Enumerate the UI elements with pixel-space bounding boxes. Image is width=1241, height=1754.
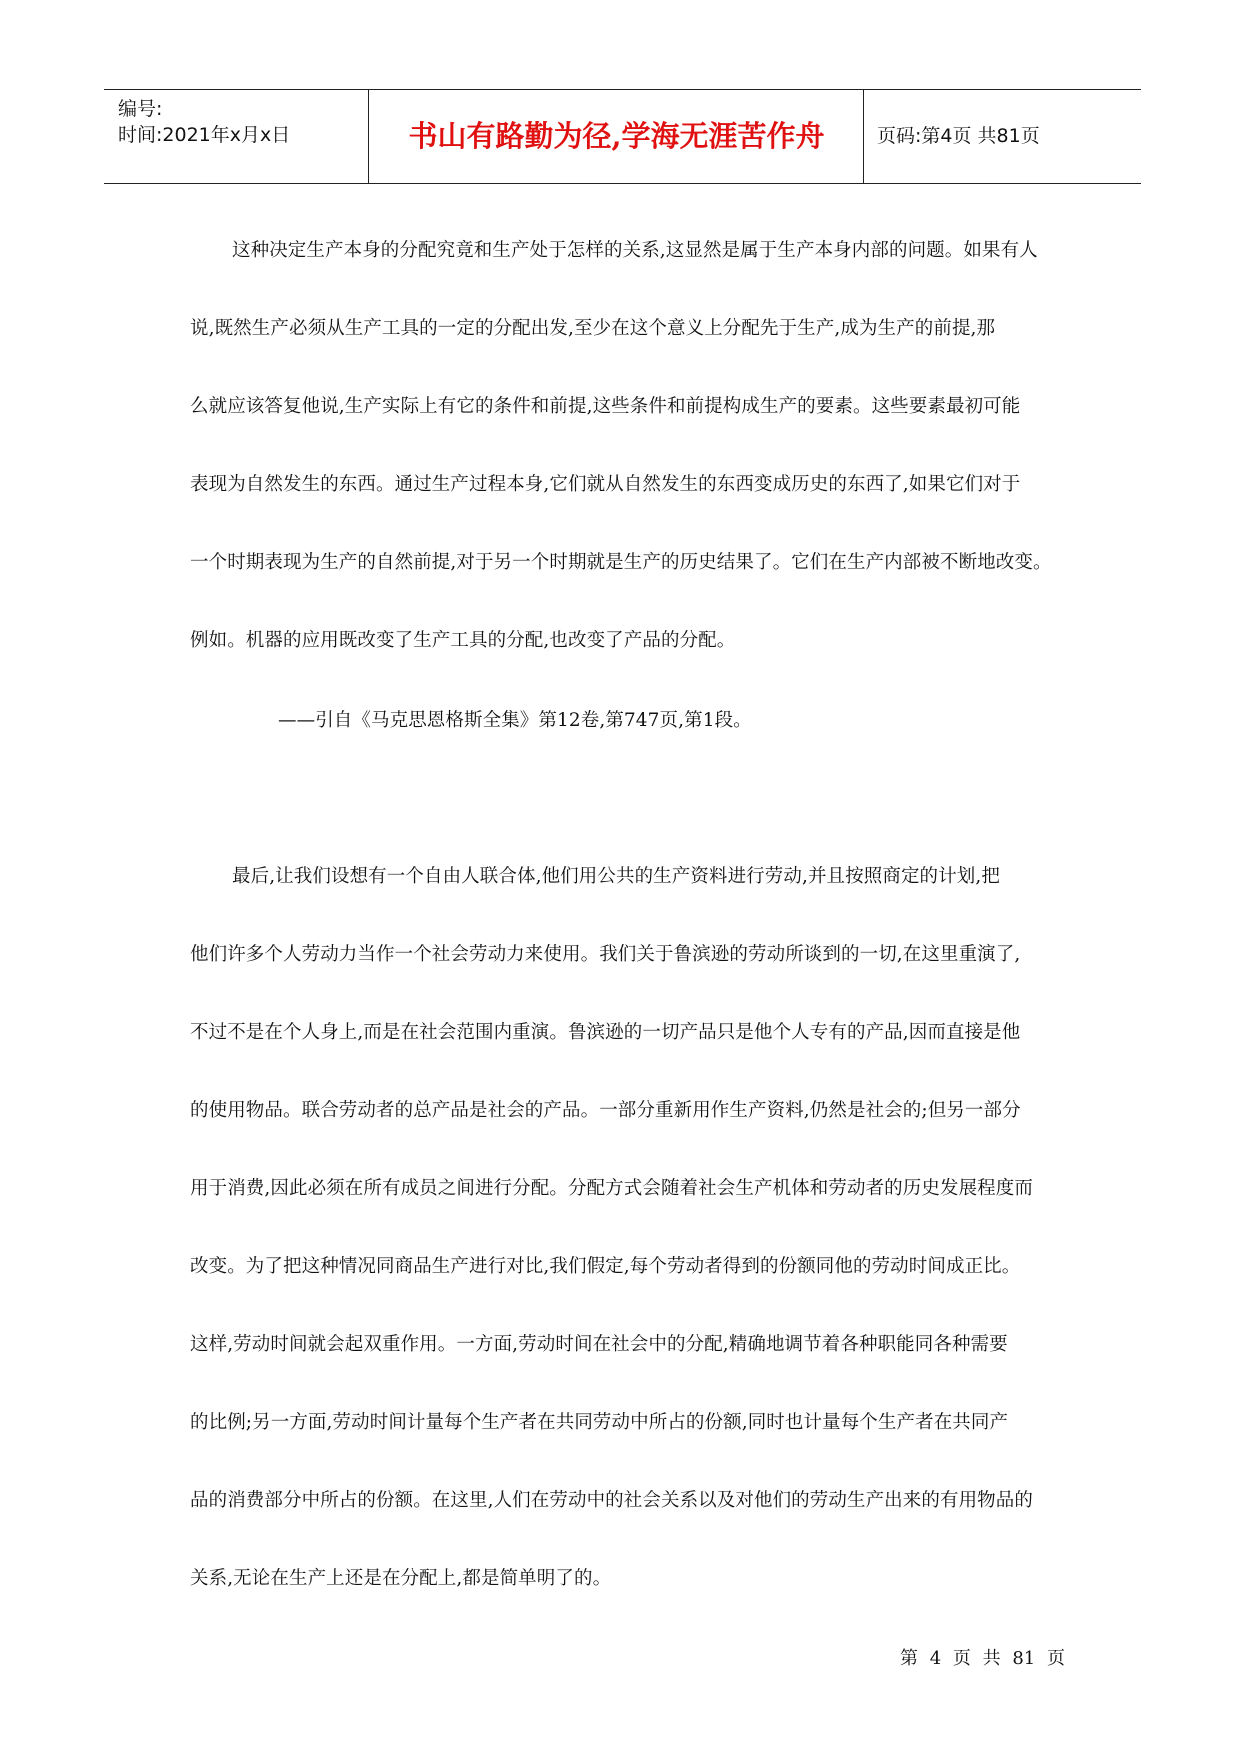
paragraph-line: 么就应该答复他说,生产实际上有它的条件和前提,这些条件和前提构成生产的要素。这些要素最初可能	[190, 396, 1021, 417]
paragraph-line: 这种决定生产本身的分配究竟和生产处于怎样的关系,这显然是属于生产本身内部的问题。如果有人	[232, 240, 1038, 261]
serial-number-label: 编号:	[118, 98, 163, 120]
date-label: 时间:2021年x月x日	[118, 124, 291, 146]
header-motto: 书山有路勤为径,学海无涯苦作舟	[370, 90, 864, 183]
header-page-number: 页码:第4页 共81页	[877, 125, 1040, 147]
header-meta-cell	[104, 90, 369, 183]
paragraph-line: 这样,劳动时间就会起双重作用。一方面,劳动时间在社会中的分配,精确地调节着各种职能同各种需要	[190, 1334, 1008, 1355]
paragraph-line: 一个时期表现为生产的自然前提,对于另一个时期就是生产的历史结果了。它们在生产内部被不断地改变。	[190, 552, 1052, 573]
paragraph-line: 的比例;另一方面,劳动时间计量每个生产者在共同劳动中所占的份额,同时也计量每个生产者在共同产	[190, 1412, 1009, 1433]
paragraph-line: 改变。为了把这种情况同商品生产进行对比,我们假定,每个劳动者得到的份额同他的劳动时间成正比。	[190, 1256, 1021, 1277]
page-header	[104, 89, 1141, 184]
paragraph-line: 品的消费部分中所占的份额。在这里,人们在劳动中的社会关系以及对他们的劳动生产出来的有用物品的	[190, 1490, 1033, 1511]
paragraph-line: 例如。机器的应用既改变了生产工具的分配,也改变了产品的分配。	[190, 630, 736, 651]
paragraph-line: 最后,让我们设想有一个自由人联合体,他们用公共的生产资料进行劳动,并且按照商定的计划,把	[232, 866, 1000, 887]
paragraph-line: 用于消费,因此必须在所有成员之间进行分配。分配方式会随着社会生产机体和劳动者的历史发展程度而	[190, 1178, 1033, 1199]
footer-page-indicator: 第 4 页 共 81 页	[900, 1648, 1065, 1669]
paragraph-line: 表现为自然发生的东西。通过生产过程本身,它们就从自然发生的东西变成历史的东西了,如果它们对于	[190, 474, 1021, 495]
paragraph-line: 的使用物品。联合劳动者的总产品是社会的产品。一部分重新用作生产资料,仍然是社会的;但另一部分	[190, 1100, 1021, 1121]
paragraph-line: 他们许多个人劳动力当作一个社会劳动力来使用。我们关于鲁滨逊的劳动所谈到的一切,在这里重演了,	[190, 944, 1021, 965]
paragraph-line: 关系,无论在生产上还是在分配上,都是简单明了的。	[190, 1568, 612, 1589]
paragraph-line: 说,既然生产必须从生产工具的一定的分配出发,至少在这个意义上分配先于生产,成为生产的前提,那	[190, 318, 996, 339]
citation: ——引自《马克思恩格斯全集》第12卷,第747页,第1段。	[278, 710, 752, 731]
paragraph-line: 不过不是在个人身上,而是在社会范围内重演。鲁滨逊的一切产品只是他个人专有的产品,因而直接是他	[190, 1022, 1021, 1043]
